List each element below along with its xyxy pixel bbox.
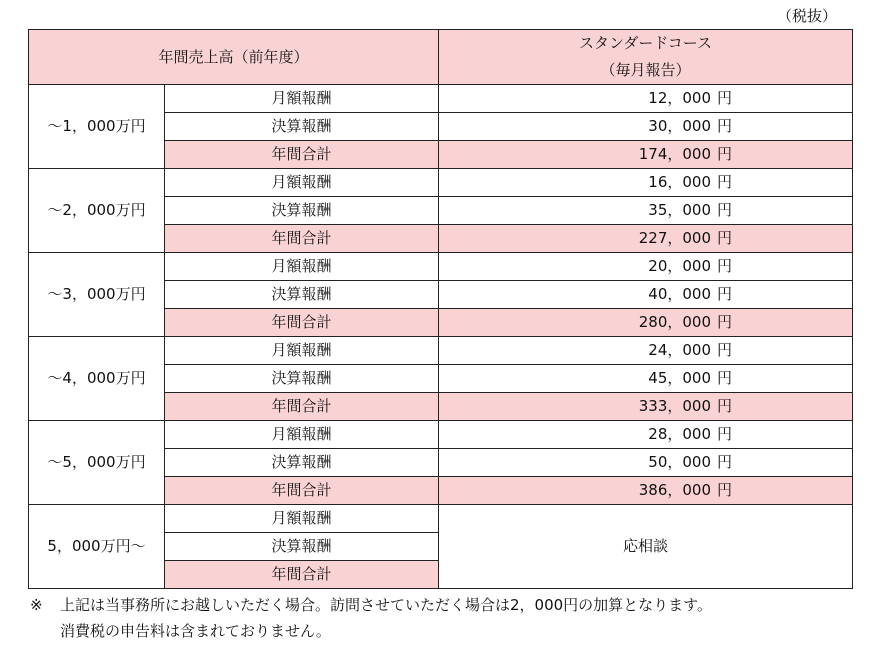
yen-unit: 円 bbox=[717, 313, 733, 331]
fee-amount-cell bbox=[439, 421, 853, 449]
sales-range-cell: 5，000万円～ bbox=[29, 505, 165, 589]
yen-unit: 円 bbox=[717, 257, 733, 275]
fee-amount: 50，000 bbox=[648, 453, 711, 471]
fee-item-label: 月額報酬 bbox=[165, 337, 439, 365]
yen-unit: 円 bbox=[717, 397, 733, 415]
fee-amount: 12，000 bbox=[648, 89, 711, 107]
fee-item-label: 月額報酬 bbox=[165, 85, 439, 113]
fee-amount: 40，000 bbox=[648, 285, 711, 303]
yen-unit: 円 bbox=[717, 453, 733, 471]
table-row bbox=[29, 421, 853, 449]
annual-total-label: 年間合計 bbox=[165, 561, 439, 589]
fee-amount: 24，000 bbox=[648, 341, 711, 359]
fee-item-label: 決算報酬 bbox=[165, 365, 439, 393]
yen-unit: 円 bbox=[717, 89, 733, 107]
annual-total-amount: 227，000 bbox=[638, 229, 711, 247]
yen-unit: 円 bbox=[717, 425, 733, 443]
sales-column-header bbox=[29, 30, 439, 85]
fee-amount: 16，000 bbox=[648, 173, 711, 191]
fee-item-label: 決算報酬 bbox=[165, 533, 439, 561]
fee-amount-cell bbox=[439, 169, 853, 197]
fee-item-label: 月額報酬 bbox=[165, 169, 439, 197]
table-row bbox=[29, 85, 853, 113]
annual-total-amount: 280，000 bbox=[638, 313, 711, 331]
table-row bbox=[29, 169, 853, 197]
course-column-header bbox=[439, 30, 853, 85]
annual-total-amount-cell bbox=[439, 225, 853, 253]
fee-item-label: 決算報酬 bbox=[165, 113, 439, 141]
fee-amount: 45，000 bbox=[648, 369, 711, 387]
annual-total-amount-cell bbox=[439, 141, 853, 169]
fee-amount-cell bbox=[439, 337, 853, 365]
annual-total-label: 年間合計 bbox=[165, 225, 439, 253]
annual-total-amount: 386，000 bbox=[638, 481, 711, 499]
footnote-text-1: 上記は当事務所にお越しいただく場合。訪問させていただく場合は2，000円の加算となります。 bbox=[60, 596, 712, 614]
sales-range-cell: ～3，000万円 bbox=[29, 253, 165, 337]
footnote bbox=[30, 592, 712, 644]
annual-total-amount: 333，000 bbox=[638, 397, 711, 415]
fee-table bbox=[28, 29, 853, 589]
fee-amount-cell bbox=[439, 281, 853, 309]
sales-range-cell: ～2，000万円 bbox=[29, 169, 165, 253]
fee-amount-cell bbox=[439, 365, 853, 393]
annual-total-label: 年間合計 bbox=[165, 141, 439, 169]
fee-item-label: 決算報酬 bbox=[165, 197, 439, 225]
fee-item-label: 決算報酬 bbox=[165, 449, 439, 477]
sales-range-cell: ～1，000万円 bbox=[29, 85, 165, 169]
table-row bbox=[29, 505, 853, 533]
fee-amount: 20，000 bbox=[648, 257, 711, 275]
yen-unit: 円 bbox=[717, 173, 733, 191]
fee-amount-cell bbox=[439, 197, 853, 225]
course-subtitle: （毎月報告） bbox=[600, 61, 691, 79]
fee-amount: 30，000 bbox=[648, 117, 711, 135]
tax-exclusive-note: （税抜） bbox=[776, 7, 837, 25]
fee-item-label: 月額報酬 bbox=[165, 505, 439, 533]
yen-unit: 円 bbox=[717, 145, 733, 163]
table-row bbox=[29, 253, 853, 281]
fee-amount: 28，000 bbox=[648, 425, 711, 443]
table-header-row bbox=[29, 30, 853, 85]
annual-total-amount-cell bbox=[439, 309, 853, 337]
fee-item-label: 月額報酬 bbox=[165, 421, 439, 449]
fee-item-label: 決算報酬 bbox=[165, 281, 439, 309]
sales-column-label: 年間売上高（前年度） bbox=[158, 47, 309, 66]
consultation-cell: 応相談 bbox=[439, 505, 853, 589]
table-row bbox=[29, 337, 853, 365]
yen-unit: 円 bbox=[717, 117, 733, 135]
yen-unit: 円 bbox=[717, 481, 733, 499]
fee-amount-cell bbox=[439, 85, 853, 113]
yen-unit: 円 bbox=[717, 369, 733, 387]
yen-unit: 円 bbox=[717, 285, 733, 303]
annual-total-amount-cell bbox=[439, 477, 853, 505]
course-name: スタンダードコース bbox=[578, 34, 713, 52]
fee-amount-cell bbox=[439, 113, 853, 141]
fee-amount-cell bbox=[439, 449, 853, 477]
footnote-mark: ※ bbox=[30, 596, 43, 614]
fee-item-label: 月額報酬 bbox=[165, 253, 439, 281]
fee-amount: 35，000 bbox=[648, 201, 711, 219]
annual-total-label: 年間合計 bbox=[165, 477, 439, 505]
sales-range-cell: ～4，000万円 bbox=[29, 337, 165, 421]
footnote-line-1 bbox=[30, 592, 712, 618]
annual-total-label: 年間合計 bbox=[165, 393, 439, 421]
sales-range-cell: ～5，000万円 bbox=[29, 421, 165, 505]
yen-unit: 円 bbox=[717, 229, 733, 247]
fee-amount-cell bbox=[439, 253, 853, 281]
annual-total-amount-cell bbox=[439, 393, 853, 421]
annual-total-label: 年間合計 bbox=[165, 309, 439, 337]
yen-unit: 円 bbox=[717, 201, 733, 219]
annual-total-amount: 174，000 bbox=[638, 145, 711, 163]
yen-unit: 円 bbox=[717, 341, 733, 359]
footnote-line-2: 消費税の申告料は含まれておりません。 bbox=[60, 622, 331, 640]
